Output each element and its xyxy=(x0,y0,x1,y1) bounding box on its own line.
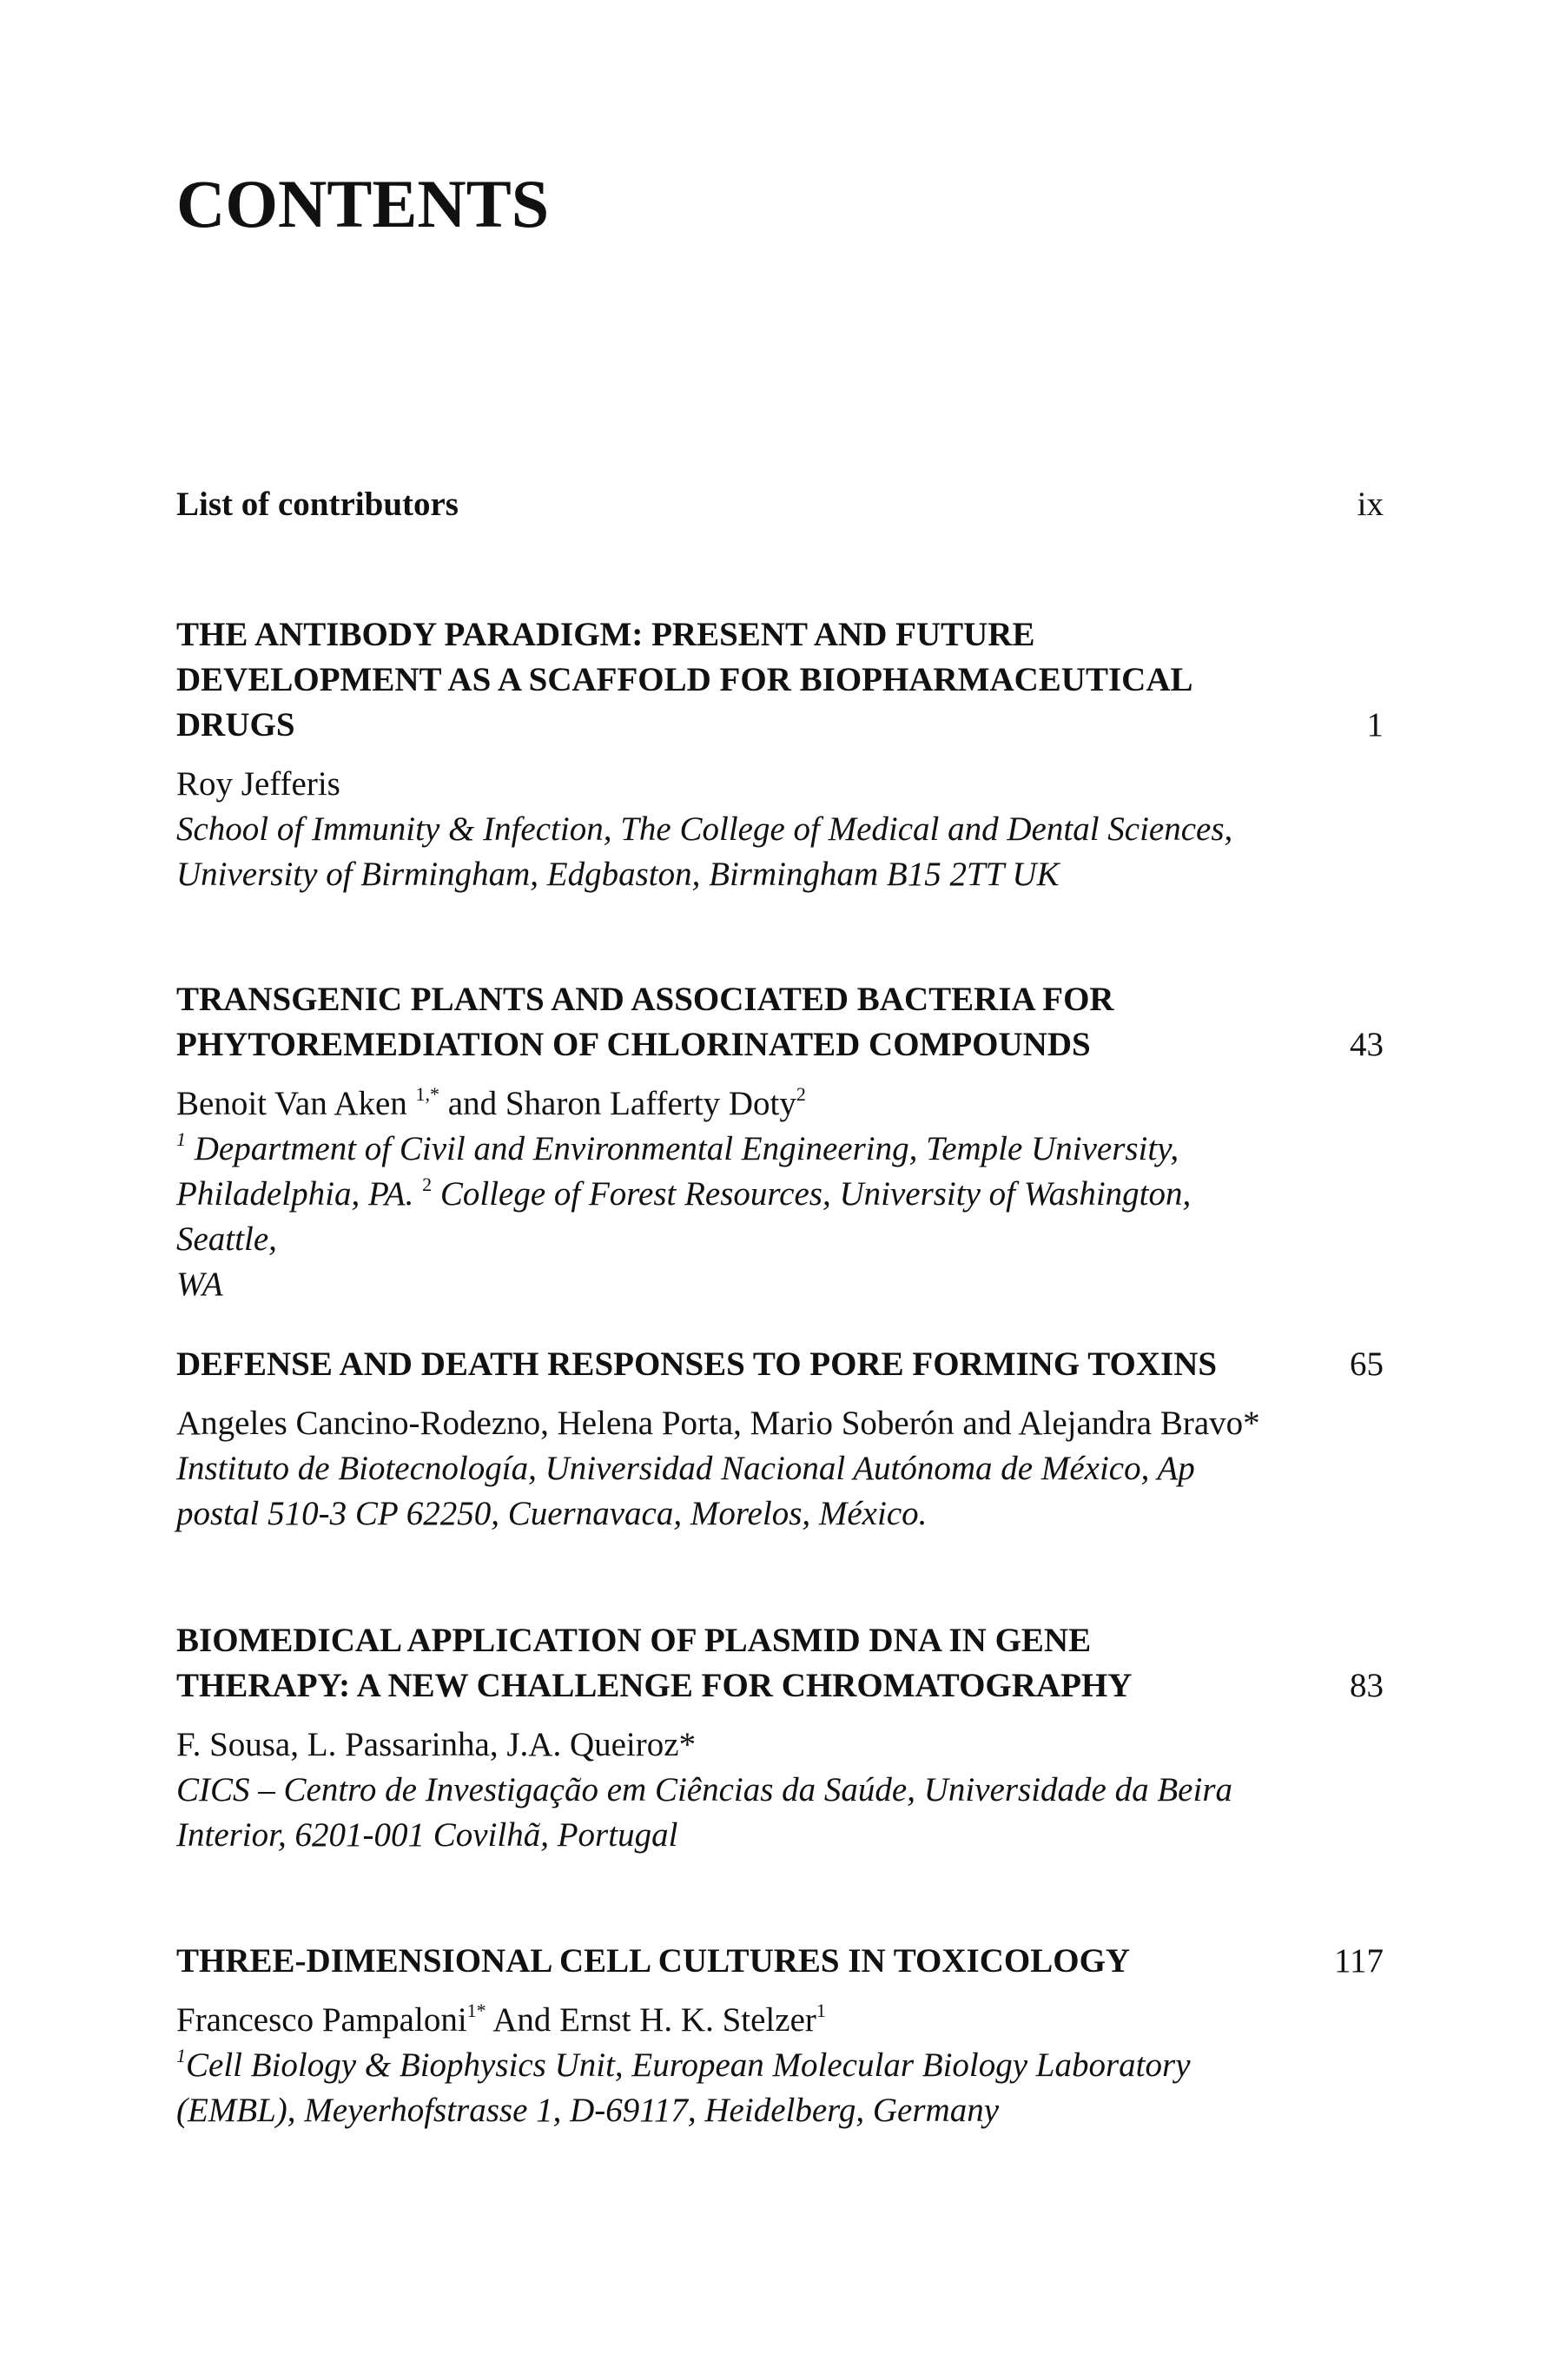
chapter-authors: F. Sousa, L. Passarinha, J.A. Queiroz* xyxy=(176,1726,697,1763)
chapter-title xyxy=(176,1939,1384,1984)
chapter-title-line: BIOMEDICAL APPLICATION OF PLASMID DNA IN GENE xyxy=(176,1622,1092,1659)
chapter-title-line: THREE-DIMENSIONAL CELL CULTURES IN TOXICOLOGY xyxy=(176,1942,1131,1980)
chapter-affiliation xyxy=(176,1768,1384,1858)
chapter-affiliation xyxy=(176,1446,1384,1537)
page-number: 83 xyxy=(1350,1667,1384,1704)
chapter-authors xyxy=(176,1998,1384,2043)
affiliation-line: CICS – Centro de Investigação em Ciências da Saúde, Universidade da Beira xyxy=(176,1771,1233,1808)
affiliation-text: Cell Biology & Biophysics Unit, European Molecular Biology Laboratory xyxy=(186,2046,1191,2084)
chapter-title xyxy=(176,1342,1384,1387)
affiliation-line xyxy=(176,1127,1262,1172)
author-name: Benoit Van Aken xyxy=(176,1085,416,1122)
chapter-title xyxy=(176,1618,1384,1709)
chapter-title xyxy=(176,977,1384,1068)
affiliation-line: WA xyxy=(176,1266,223,1303)
chapter-authors: Roy Jefferis xyxy=(176,765,340,803)
page-number: 43 xyxy=(1350,1026,1384,1063)
affiliation-superscript: 2 xyxy=(422,1173,433,1195)
contributors-entry[interactable] xyxy=(176,482,1384,527)
affiliation-text: College of Forest Resources, University of Washington, Seattle, xyxy=(176,1175,1192,1258)
chapter-affiliation xyxy=(176,807,1384,897)
toc-entry-3[interactable] xyxy=(176,1342,1384,1537)
affiliation-line: University of Birmingham, Edgbaston, Birmingham B15 2TT UK xyxy=(176,856,1060,893)
affiliation-line: postal 510-3 CP 62250, Cuernavaca, Morelos, México. xyxy=(176,1495,928,1532)
affiliation-line: Interior, 6201-001 Covilhã, Portugal xyxy=(176,1816,678,1854)
author-superscript: 1* xyxy=(466,2000,486,2021)
author-superscript: 1 xyxy=(816,2000,826,2021)
affiliation-superscript: 1 xyxy=(176,1128,186,1150)
contributors-heading xyxy=(176,482,1384,527)
page-number: 65 xyxy=(1350,1345,1384,1383)
chapter-affiliation xyxy=(176,2043,1384,2133)
chapter-authors xyxy=(176,1081,1384,1127)
affiliation-text: Philadelphia, PA. xyxy=(176,1175,423,1213)
author-superscript: 2 xyxy=(796,1083,806,1105)
author-name: Francesco Pampaloni xyxy=(176,2001,467,2039)
chapter-title-line: TRANSGENIC PLANTS AND ASSOCIATED BACTERIA FOR xyxy=(176,981,1114,1018)
page-number: ix xyxy=(1357,486,1384,523)
toc-entry-5[interactable] xyxy=(176,1939,1384,2133)
chapter-title-line: THE ANTIBODY PARADIGM: PRESENT AND FUTURE xyxy=(176,616,1035,653)
author-name: and Sharon Lafferty Doty xyxy=(439,1085,796,1122)
contributors-label: List of contributors xyxy=(176,486,459,523)
author-name: And Ernst H. K. Stelzer xyxy=(486,2001,816,2039)
chapter-title-line: DEFENSE AND DEATH RESPONSES TO PORE FORMING TOXINS xyxy=(176,1345,1218,1383)
affiliation-line: (EMBL), Meyerhofstrasse 1, D-69117, Heidelberg, Germany xyxy=(176,2092,1000,2129)
page-title: CONTENTS xyxy=(176,166,550,241)
chapter-title xyxy=(176,612,1384,748)
page-number: 1 xyxy=(1366,706,1384,744)
chapter-title-line: DEVELOPMENT AS A SCAFFOLD FOR BIOPHARMACEUTICAL xyxy=(176,661,1193,698)
toc-entry-1[interactable] xyxy=(176,612,1384,897)
affiliation-line: School of Immunity & Infection, The College of Medical and Dental Sciences, xyxy=(176,810,1233,848)
affiliation-line xyxy=(176,1172,1262,1262)
toc-entry-2[interactable] xyxy=(176,977,1384,1307)
chapter-authors: Angeles Cancino-Rodezno, Helena Porta, Mario Soberón and Alejandra Bravo* xyxy=(176,1405,1260,1442)
chapter-title-line: THERAPY: A NEW CHALLENGE FOR CHROMATOGRAPHY xyxy=(176,1667,1133,1704)
author-superscript: 1,* xyxy=(415,1083,440,1105)
affiliation-line: Instituto de Biotecnología, Universidad Nacional Autónoma de México, Ap xyxy=(176,1450,1195,1487)
chapter-title-line: PHYTOREMEDIATION OF CHLORINATED COMPOUNDS xyxy=(176,1026,1091,1063)
affiliation-line xyxy=(176,2043,1262,2088)
chapter-title-line: DRUGS xyxy=(176,706,295,744)
toc-entry-4[interactable] xyxy=(176,1618,1384,1858)
page-number: 117 xyxy=(1333,1942,1384,1980)
affiliation-text: Department of Civil and Environmental Engineering, Temple University, xyxy=(186,1130,1179,1167)
affiliation-superscript: 1 xyxy=(176,2045,186,2066)
chapter-affiliation xyxy=(176,1127,1384,1307)
